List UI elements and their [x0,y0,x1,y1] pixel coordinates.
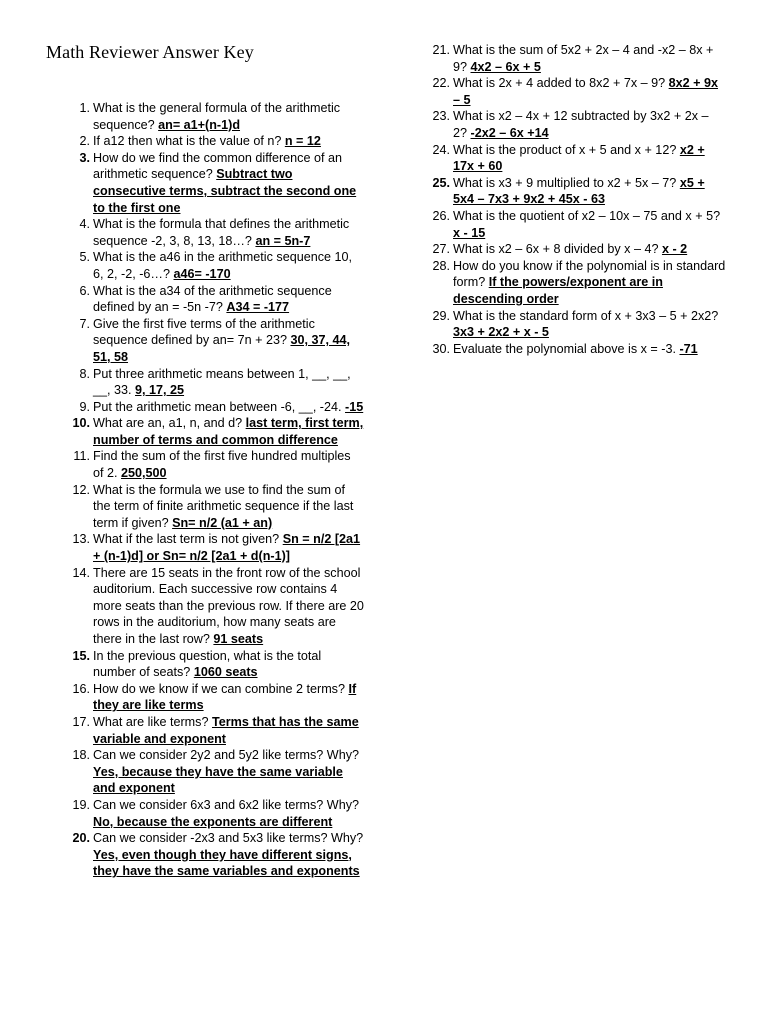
answer-text: 4x2 – 6x + 5 [470,59,541,74]
question-item [426,241,726,258]
question-text: How do we find the common difference of an arithmetic sequence? [93,150,342,182]
question-text: How do you know if the polynomial is in standard form? [453,258,726,290]
question-number: 24. [432,142,450,157]
question-text: Put three arithmetic means between 1, __, __, __, 33. [93,366,351,398]
question-number: 17. [72,714,90,729]
question-item [66,747,364,797]
answer-text: an= a1+(n-1)d [158,117,241,132]
answer-text: -2x2 – 6x +14 [470,125,549,140]
answer-text: 250,500 [121,466,167,481]
question-text: If a12 then what is the value of n? [93,134,282,149]
question-number: 27. [432,242,450,257]
question-number: 30. [432,341,450,356]
questions-right-column [426,42,726,357]
answer-text: No, because the exponents are different [93,814,333,829]
question-item [66,797,364,830]
question-item [66,681,364,714]
answer-text: x5 + 5x4 – 7x3 + 9x2 + 45x - 63 [453,175,705,207]
question-number: 13. [72,532,90,547]
question-item [66,133,364,150]
question-text: Put the arithmetic mean between -6, __, -24. [93,399,342,414]
answer-text: last term, first term, number of terms and common difference [93,416,364,447]
question-text: What is 2x + 4 added to 8x2 + 7x – 9? [453,76,666,91]
question-number: 3. [79,150,90,165]
question-number: 8. [79,366,90,381]
question-item [66,531,364,564]
question-text: What is the quotient of x2 – 10x – 75 and x + 5? [453,208,721,223]
question-number: 16. [72,681,90,696]
answer-text: 1060 seats [193,665,258,680]
answer-text: an = 5n-7 [255,233,311,248]
question-number: 11. [73,449,90,464]
answer-text: a46= -170 [173,266,231,281]
answer-text: If the powers/exponent are in descending order [453,275,663,306]
question-item [66,448,364,481]
question-text: How do we know if we can combine 2 terms? [93,681,345,696]
question-item [66,216,364,249]
question-text: What is the formula we use to find the sum of the term of finite arithmetic sequence if the last term if given? [93,482,354,530]
question-number: 7. [79,316,90,331]
answer-text: Yes, even though they have different signs, they have the same variables and exponents [93,847,360,879]
question-item [66,399,364,416]
question-item [66,648,364,681]
question-item [66,714,364,747]
page-title: Math Reviewer Answer Key [46,42,254,62]
answer-text: Terms that has the same variable and exponent [93,714,359,746]
answer-text: Subtract two consecutive terms, subtract the second one to the first one [93,167,357,215]
question-text: Give the first five terms of the arithmetic sequence defined by an= 7n + 23? [93,316,315,348]
question-number: 29. [432,308,450,323]
question-text: Evaluate the polynomial above is x = -3. [453,341,676,356]
question-text: What is the a34 of the arithmetic sequence defined by an = -5n -7? [93,283,332,315]
question-text: Find the sum of the first five hundred multiples of 2. [93,449,351,481]
question-number: 25. [432,175,450,190]
question-number: 1. [79,101,90,115]
question-number: 4. [79,217,90,232]
answer-text: x2 + 17x + 60 [453,142,705,174]
answer-text: 30, 37, 44, 51, 58 [93,333,350,364]
question-number: 14. [72,565,90,580]
question-number: 26. [432,208,450,223]
question-item [66,565,364,648]
question-text: Can we consider -2x3 and 5x3 like terms? Why? [93,831,364,846]
question-number: 19. [72,797,90,812]
question-item [426,142,726,175]
question-item [66,150,364,216]
question-item [66,316,364,366]
question-item [66,415,364,448]
answer-text: 8x2 + 9x – 5 [453,76,719,107]
question-number: 2. [79,134,90,149]
question-number: 20. [72,831,90,846]
answer-text: Sn = n/2 [2a1 + (n-1)d] or Sn= n/2 [2a1 + d(n-1)] [93,532,361,564]
question-text: What is x2 – 6x + 8 divided by x – 4? [453,242,659,257]
question-item [66,482,364,532]
question-item [66,830,364,880]
answer-text: n = 12 [284,134,321,149]
question-number: 10. [72,416,90,431]
question-text: There are 15 seats in the front row of the school auditorium. Each successive row contains 4 more seats than the previous row. If there are 20 rows in the auditorium, how many seats are there in the last row? [93,565,364,646]
question-item [426,308,726,341]
question-item [66,100,364,133]
question-text: What is x2 – 4x + 12 subtracted by 3x2 + 2x – 2? [453,109,709,140]
answer-text: -15 [345,399,364,414]
question-number: 5. [79,250,90,265]
question-number: 9. [79,399,90,414]
question-number: 12. [72,482,90,497]
answer-text: -71 [679,341,698,356]
answer-text: A34 = -177 [226,300,290,315]
question-item [66,366,364,399]
answer-text: x - 15 [453,225,486,240]
question-text: What are like terms? [93,714,209,729]
question-item [66,283,364,316]
question-text: What is the a46 in the arithmetic sequence 10, 6, 2, -2, -6…? [93,250,353,281]
question-item [426,75,726,108]
question-item [66,249,364,282]
answer-text: x - 2 [661,242,688,257]
question-text: What is the standard form of x + 3x3 – 5 + 2x2? [453,308,719,323]
question-number: 18. [72,748,90,763]
questions-left-column [66,100,364,880]
question-text: What is the formula that defines the arithmetic sequence -2, 3, 8, 13, 18…? [93,217,350,248]
question-text: What is the sum of 5x2 + 2x – 4 and -x2 – 8x + 9? [453,43,714,74]
question-item [426,258,726,308]
question-text: Can we consider 2y2 and 5y2 like terms? Why? [93,748,359,763]
question-text: What are an, a1, n, and d? [93,416,243,431]
question-item [426,42,726,75]
answer-text: Sn= n/2 (a1 + an) [172,515,273,530]
answer-text: Yes, because they have the same variable and exponent [93,764,343,796]
question-text: Can we consider 6x3 and 6x2 like terms? Why? [93,797,359,812]
answer-text: 91 seats [213,632,264,646]
question-number: 21. [432,43,450,57]
question-item [426,108,726,141]
question-number: 15. [72,648,90,663]
question-text: In the previous question, what is the total number of seats? [93,648,322,680]
question-item [426,208,726,241]
question-text: What is x3 + 9 multiplied to x2 + 5x – 7? [453,175,677,190]
answer-text: 3x3 + 2x2 + x - 5 [453,325,549,340]
question-number: 6. [79,283,90,298]
question-text: What is the product of x + 5 and x + 12? [453,142,677,157]
question-item [426,175,726,208]
answer-text: If they are like terms [93,681,357,713]
question-number: 23. [432,109,450,124]
question-number: 28. [432,258,450,273]
question-item [426,341,726,358]
question-number: 22. [432,76,450,91]
question-text: What is the general formula of the arithmetic sequence? [93,101,341,132]
question-text: What if the last term is not given? [93,532,280,547]
answer-text: 9, 17, 25 [135,383,185,398]
